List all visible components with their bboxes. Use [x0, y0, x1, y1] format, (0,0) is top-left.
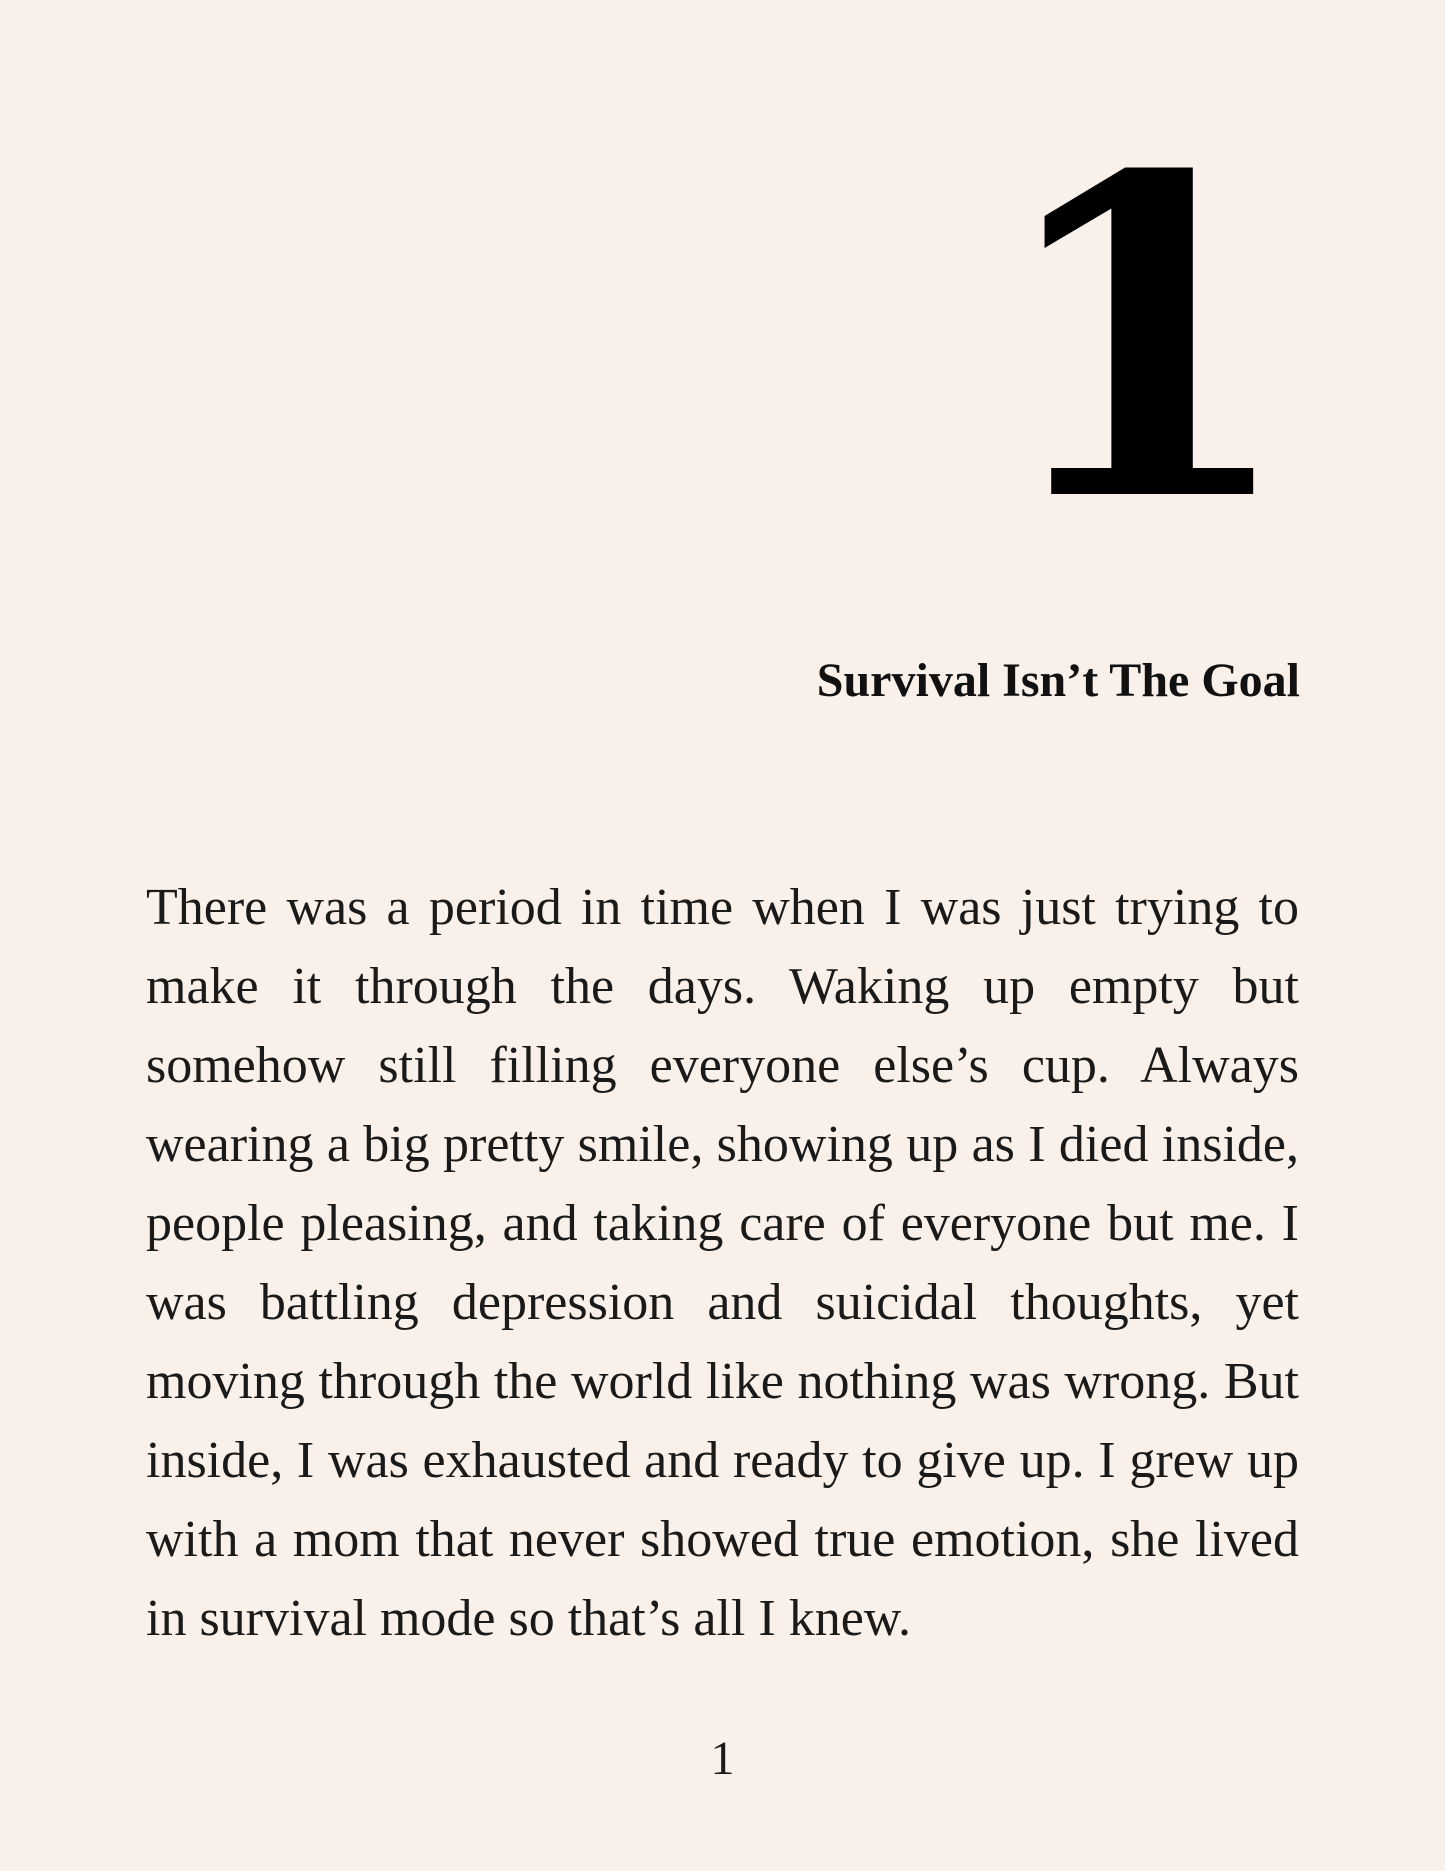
chapter-title: Survival Isn’t The Goal	[816, 654, 1300, 707]
chapter-number: 1	[990, 81, 1287, 598]
body-paragraph: There was a period in time when I was just trying to make it through the days. Waking up empty but somehow still filling everyone else’s cup. Always wearing a big pretty smile, showing up as I died inside, people pleasing, and taking care of everyone but me. I was battling depression and suicidal thoughts, yet moving through the world like nothing was wrong. But inside, I was exhausted and ready to give up. I grew up with a mom that never showed true emotion, she lived in survival mode so that’s all I knew.	[146, 879, 1299, 1647]
page-number: 1	[710, 1732, 735, 1785]
